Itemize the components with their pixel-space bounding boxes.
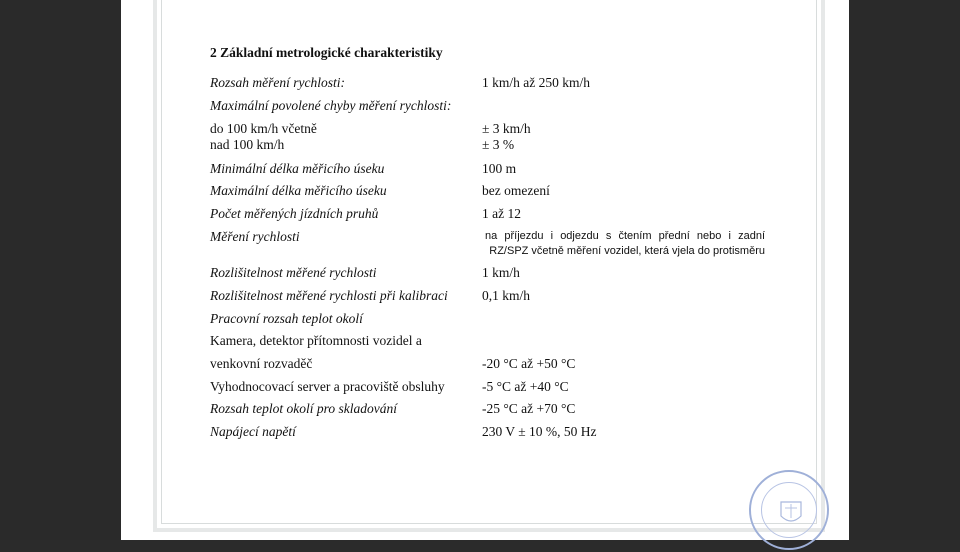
row-value: bez omezení bbox=[482, 183, 550, 198]
row-label: Pracovní rozsah teplot okolí bbox=[210, 311, 363, 326]
row-value: 230 V ± 10 %, 50 Hz bbox=[482, 424, 597, 439]
row-label: nad 100 km/h bbox=[210, 137, 285, 152]
row-value: 100 m bbox=[482, 161, 517, 176]
row-label: Měření rychlosti bbox=[210, 229, 300, 244]
row-value: 0,1 km/h bbox=[482, 288, 531, 303]
row-value-line: RZ/SPZ včetně měření vozidel, která vjela do protisměru bbox=[489, 245, 765, 257]
row-value: ± 3 km/h bbox=[482, 121, 531, 136]
row-label: Napájecí napětí bbox=[210, 424, 296, 439]
stamp-emblem-icon bbox=[751, 472, 831, 552]
row-value: -25 °C až +70 °C bbox=[482, 401, 576, 416]
row-value: ± 3 % bbox=[482, 137, 515, 152]
row-value: 1 km/h bbox=[482, 265, 520, 280]
official-stamp bbox=[749, 470, 829, 550]
row-label: Počet měřených jízdních pruhů bbox=[210, 206, 379, 221]
row-label: Rozlišitelnost měřené rychlosti při kalibraci bbox=[210, 288, 448, 303]
row-label: Maximální délka měřicího úseku bbox=[210, 183, 387, 198]
row-value: 1 až 12 bbox=[482, 206, 521, 221]
row-value-multiline bbox=[485, 229, 765, 259]
row-label: do 100 km/h včetně bbox=[210, 121, 317, 136]
section-title: 2 Základní metrologické charakteristiky bbox=[210, 45, 443, 60]
row-value-line: na příjezdu i odjezdu s čtením přední nebo i zadní bbox=[485, 230, 765, 242]
row-value: -5 °C až +40 °C bbox=[482, 379, 569, 394]
row-label: Minimální délka měřicího úseku bbox=[210, 161, 385, 176]
row-label: Rozsah teplot okolí pro skladování bbox=[210, 401, 397, 416]
row-label: Maximální povolené chyby měření rychlosti: bbox=[210, 98, 452, 113]
row-label: Kamera, detektor přítomnosti vozidel a bbox=[210, 333, 422, 348]
row-label: Rozlišitelnost měřené rychlosti bbox=[210, 265, 377, 280]
document-page bbox=[121, 0, 849, 540]
row-value: 1 km/h až 250 km/h bbox=[482, 75, 590, 90]
row-value: -20 °C až +50 °C bbox=[482, 356, 576, 371]
row-label: Vyhodnocovací server a pracoviště obsluhy bbox=[210, 379, 445, 394]
row-label: venkovní rozvaděč bbox=[210, 356, 313, 371]
row-label: Rozsah měření rychlosti: bbox=[210, 75, 345, 90]
